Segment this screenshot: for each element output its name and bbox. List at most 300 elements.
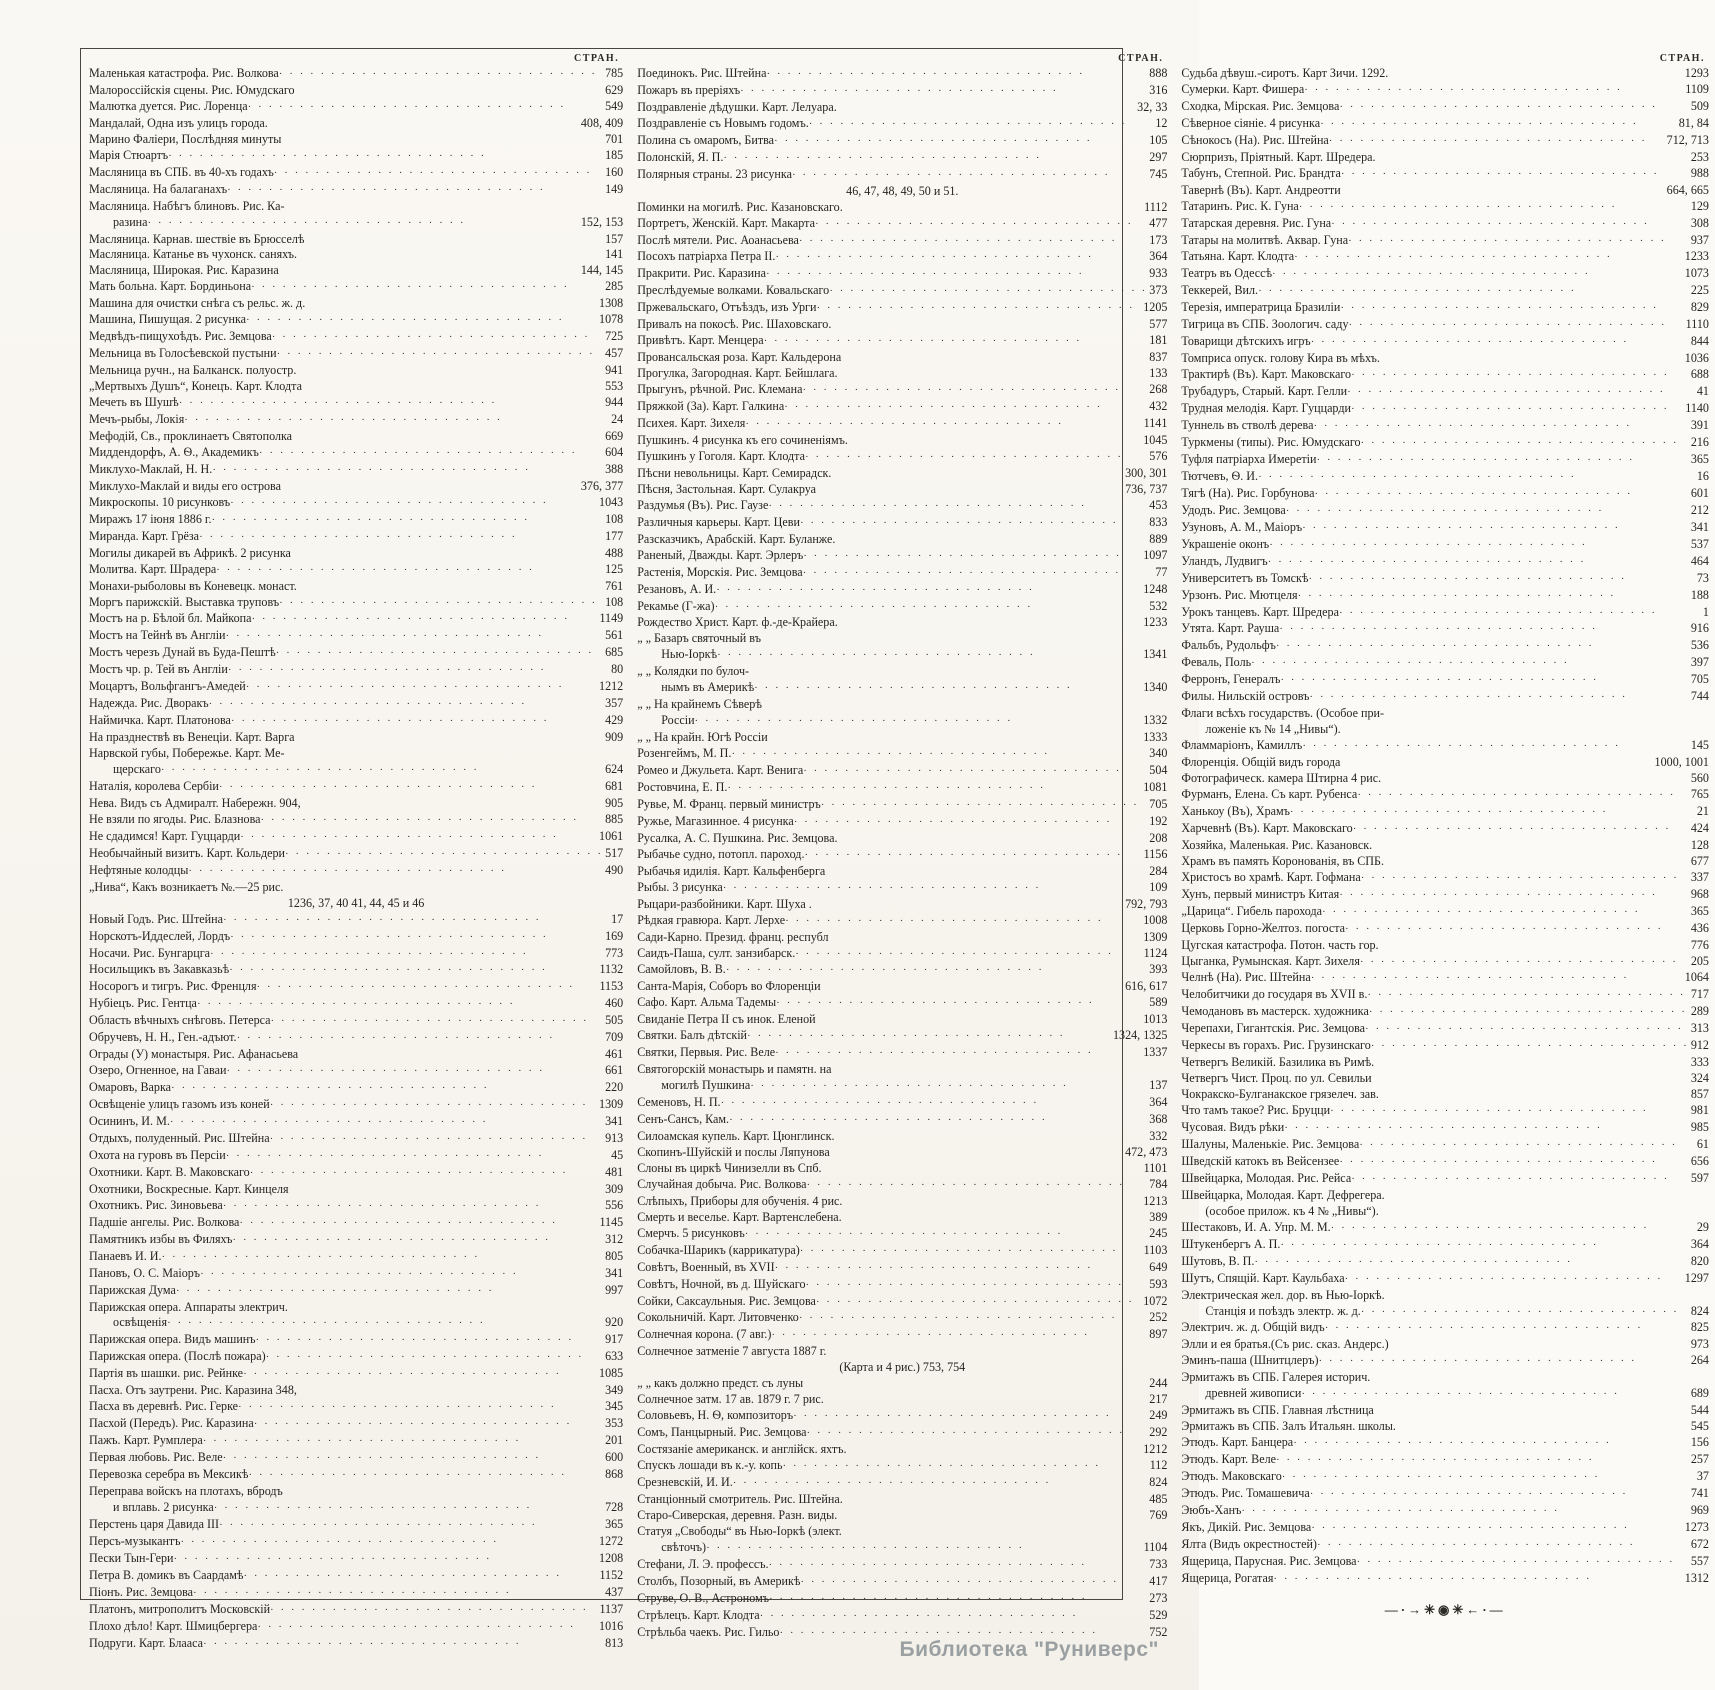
index-entry (637, 930, 1167, 946)
entry-title: Новый Годъ. Рис. Штейна (89, 911, 223, 926)
entry-page-number: 744 (1690, 689, 1709, 704)
dot-leader (285, 847, 603, 863)
entry-title: Чемодановъ въ мастерск. художника (1181, 1004, 1369, 1019)
entry-title: Черепахи, Гигантскія. Рис. Земцова (1181, 1021, 1366, 1036)
index-entry (89, 595, 623, 612)
entry-title: Миклухо-Маклай и виды его острова (89, 478, 281, 493)
entry-title: Малютка дуется. Рис. Лоренца (89, 98, 248, 113)
dot-leader (785, 914, 1141, 930)
entry-page-number: 408, 409 (580, 115, 624, 130)
entry-page-number: 504 (1149, 763, 1168, 778)
entry-title: Сафо. Карт. Альма Тадемы (637, 995, 777, 1010)
index-entry (637, 647, 1167, 664)
entry-title: Норскотъ-Иддеслей, Лордъ (89, 928, 231, 943)
entry-title: Сади-Карно. Презид. франц. республ (637, 929, 829, 944)
entry-title: Марино Фаліери, Послѣдняя минуты (89, 131, 282, 146)
entry-page-number: 837 (1149, 350, 1168, 365)
entry-title: Поздравленіе съ Новымъ годомъ. (637, 115, 809, 130)
entry-title: Пржевальскаго, Отъѣздъ, изъ Урги (637, 300, 817, 315)
entry-title: Персъ-музыкантъ (89, 1533, 181, 1548)
entry-title: Носильщикъ въ Закавказьѣ (89, 962, 230, 977)
entry-title: щерскаго (113, 762, 161, 777)
index-entry (1181, 418, 1709, 435)
index-entry (637, 66, 1167, 83)
index-entry (89, 1080, 623, 1097)
entry-title: Скопинъ-Шуйскій и послы Ляпунова (637, 1144, 830, 1159)
entry-page-number: 41 (1696, 384, 1709, 399)
entry-page-number: 669 (605, 428, 624, 443)
dot-leader (251, 612, 597, 628)
index-entry (637, 416, 1167, 433)
dot-leader (800, 516, 1147, 532)
index-entry (89, 1182, 623, 1198)
index-entry (89, 1232, 623, 1249)
entry-page-number: 128 (1690, 837, 1709, 852)
entry-page-number: 368 (1149, 1112, 1168, 1127)
index-column-2 (629, 49, 1173, 1639)
dot-leader (167, 1316, 603, 1332)
dot-leader (176, 1284, 603, 1300)
dot-leader (1299, 200, 1689, 216)
index-entries (89, 66, 623, 1653)
dot-leader (199, 530, 603, 546)
entry-page-number: 1073 (1684, 266, 1709, 281)
entry-page-number: 488 (605, 545, 624, 560)
dot-leader (184, 413, 609, 429)
entry-title: Слѣпыхъ, Приборы для обученія. 4 рис. (637, 1193, 843, 1208)
dot-leader (1272, 267, 1683, 283)
entry-title: Пасхой (Передъ). Рис. Каразина (89, 1416, 254, 1431)
entry-title: Ханькоу (Въ), Храмъ (1181, 803, 1290, 818)
dot-leader (226, 1064, 603, 1080)
index-entry (637, 1392, 1167, 1408)
entry-title: Рыцари-разбойники. Карт. Шуха . (637, 896, 812, 911)
dot-leader (1276, 1453, 1689, 1469)
dot-leader (800, 1244, 1142, 1260)
index-entry (637, 1177, 1167, 1194)
dot-leader (200, 1267, 603, 1283)
entry-title: Парижская Дума (89, 1282, 176, 1297)
dot-leader (1308, 572, 1694, 588)
entry-title: Портретъ, Женскій. Карт. Макарта (637, 215, 815, 230)
entry-title: Поздравленіе дѣдушки. Карт. Лелуара. (637, 99, 837, 114)
dot-leader (1276, 639, 1689, 655)
dot-leader (721, 1096, 1148, 1112)
dot-leader (1269, 538, 1689, 554)
entry-page-number: 333 (1690, 1055, 1709, 1070)
index-entry (89, 846, 623, 863)
entry-page-number: 188 (1690, 587, 1709, 602)
index-entry (89, 880, 623, 896)
entry-title: Тавернѣ (Въ). Карт. Андреотти (1181, 182, 1341, 197)
dot-leader (248, 100, 603, 116)
entry-title: Удодъ. Рис. Земцова (1181, 502, 1286, 517)
index-entry (1181, 921, 1709, 938)
index-entry (637, 864, 1167, 880)
entry-title: Штукенбергъ А. П. (1181, 1236, 1281, 1251)
index-entry (637, 515, 1167, 532)
dot-leader (1293, 1436, 1689, 1452)
entry-page-number: 73 (1696, 570, 1709, 585)
dot-leader (1241, 1504, 1688, 1520)
entry-title: Этюдъ. Карт. Банцера (1181, 1435, 1294, 1450)
dot-leader (766, 267, 1147, 283)
index-entry (637, 680, 1167, 697)
index-entry (89, 1416, 623, 1433)
entry-title: Масляница. На балаганахъ (89, 181, 228, 196)
dot-leader (228, 663, 609, 679)
index-entry (637, 333, 1167, 350)
entry-page-number: 824 (1149, 1475, 1168, 1490)
entry-page-number: 32, 33 (1137, 99, 1168, 114)
index-entry (637, 1425, 1167, 1442)
index-entry (1181, 672, 1709, 689)
entry-title: Освѣщеніе улицъ газомъ изъ коней (89, 1097, 270, 1112)
entry-page-number: 457 (605, 346, 624, 361)
entry-page-number: 1103 (1143, 1242, 1168, 1257)
entry-title: Солнечная корона. (7 авг.) (637, 1327, 772, 1342)
index-entry (1181, 1452, 1709, 1469)
index-entry (1181, 1503, 1709, 1520)
entry-page-number: 1341 (1143, 647, 1168, 662)
dot-leader (1361, 871, 1689, 887)
entry-title: Трактирѣ (Въ). Карт. Маковскаго (1181, 367, 1352, 382)
entry-page-number: 1337 (1143, 1045, 1168, 1060)
entry-page-number: 1112 (1144, 199, 1168, 214)
index-entry (1181, 1021, 1709, 1038)
dot-leader (1351, 368, 1689, 384)
dot-leader (276, 646, 603, 662)
entry-page-number: 245 (1149, 1225, 1168, 1240)
entry-page-number: 388 (605, 461, 624, 476)
entry-title: Святки. Балъ дѣтскій (637, 1028, 748, 1043)
entry-title: Товарищи дѣтскихъ игръ (1181, 334, 1311, 349)
entry-page-number: 353 (605, 1416, 624, 1431)
entry-title: Масляница. Карнав. шествіе въ Брюсселѣ (89, 231, 305, 246)
entry-title: Слоны въ циркѣ Чинизелли въ Спб. (637, 1160, 822, 1175)
index-entry (89, 1619, 623, 1636)
entry-title: Уландъ, Лудвигъ (1181, 553, 1268, 568)
entry-page-number: 340 (1149, 746, 1168, 761)
index-entry (1181, 1204, 1709, 1220)
index-entry (637, 1310, 1167, 1327)
entry-title: Станція и поѣздъ электр. ж. д. (1205, 1303, 1361, 1318)
entry-title: ложеніе къ № 14 „Нивы“). (1205, 722, 1341, 737)
dot-leader (227, 183, 603, 199)
entry-page-number: 969 (1690, 1502, 1709, 1517)
index-entry (89, 165, 623, 182)
entry-title: Мефодій, Св., проклинаетъ Святополка (89, 428, 293, 443)
index-entry (637, 350, 1167, 366)
entry-title: Миддендорфъ, А. Ѳ., Академикъ (89, 444, 259, 459)
index-entry (1181, 1071, 1709, 1087)
entry-page-number: 1043 (599, 494, 624, 509)
entry-page-number: 1078 (599, 312, 624, 327)
entry-page-number: 133 (1149, 366, 1168, 381)
dot-leader (1282, 1470, 1695, 1486)
entry-title: Нубіецъ. Рис. Гентца (89, 996, 197, 1011)
entry-page-number: 160 (605, 164, 624, 179)
entry-title: могилѣ Пушкина (661, 1078, 751, 1093)
index-entry (89, 263, 623, 279)
entry-page-number: 745 (1149, 166, 1168, 181)
entry-page-number: 1000, 1001 (1654, 755, 1709, 770)
entry-title: Шалуны, Маленькіе. Рис. Земцова (1181, 1137, 1360, 1151)
entry-page-number: 601 (1690, 485, 1709, 500)
dot-leader (723, 881, 1148, 897)
entry-title: Узуновъ, А. М., Маіоръ (1181, 519, 1303, 534)
entry-page-number: 424 (1690, 820, 1709, 835)
index-entry (637, 249, 1167, 266)
entry-title: Охотники. Карт. В. Маковскаго (89, 1164, 250, 1179)
entry-title: Монахи-рыболовы въ Коневецк. монаст. (89, 578, 297, 593)
entry-title: Перстень царя Давида III (89, 1516, 220, 1531)
index-entry (1181, 317, 1709, 334)
dot-leader (805, 450, 1147, 466)
index-entry (637, 1360, 1167, 1376)
dot-leader (815, 217, 1147, 233)
index-entry (1181, 1188, 1709, 1204)
entry-title: Привалъ на покосѣ. Рис. Шаховскаго. (637, 317, 832, 332)
index-entry (89, 346, 623, 363)
index-entry (1181, 283, 1709, 300)
index-entry (89, 546, 623, 562)
entry-title: Пѣсни невольницы. Карт. Семирадск. (637, 465, 832, 480)
dot-leader (257, 1620, 597, 1636)
dot-leader (270, 1603, 597, 1619)
dot-leader (226, 629, 604, 645)
dot-leader (1361, 1305, 1689, 1321)
entry-title: Мельница ручн., на Балканск. полуостр. (89, 363, 297, 378)
index-entry (637, 565, 1167, 582)
entry-page-number: 1332 (1143, 713, 1168, 728)
dot-leader (1331, 1221, 1695, 1237)
dot-leader (1339, 100, 1688, 116)
index-entry (1181, 821, 1709, 838)
entry-page-number: 253 (1690, 149, 1709, 164)
entry-page-number: 557 (1690, 1553, 1709, 1568)
dot-leader (1313, 419, 1688, 435)
entry-page-number: 292 (1149, 1425, 1168, 1440)
entry-title: Пажъ. Карт. Румплера (89, 1433, 203, 1448)
dot-leader (745, 1227, 1148, 1243)
entry-title: Пасха въ деревнѣ. Рис. Герке (89, 1399, 239, 1414)
index-entry (89, 412, 623, 429)
dot-leader (1301, 1387, 1689, 1403)
index-entry (89, 1500, 623, 1517)
entry-title: Семеновъ, Н. П. (637, 1095, 721, 1110)
dot-leader (794, 815, 1148, 831)
dot-leader (171, 1081, 603, 1097)
index-entry (1181, 1237, 1709, 1254)
dot-leader (769, 1592, 1147, 1608)
entry-title: Машина, Пишущая. 2 рисунка (89, 312, 247, 327)
entry-title: Масляница. Катанье въ чухонск. саняхъ. (89, 247, 298, 262)
index-entry (89, 1517, 623, 1534)
dot-leader (1317, 1538, 1689, 1554)
entry-page-number: 109 (1149, 879, 1168, 894)
index-entry (89, 1215, 623, 1232)
entry-title: Харчевнѣ (Въ). Карт. Маковскаго (1181, 820, 1353, 835)
entry-page-number: 173 (1149, 232, 1168, 247)
entry-page-number: 264 (1690, 1353, 1709, 1368)
dot-leader (754, 681, 1141, 697)
entry-page-number: 1248 (1143, 581, 1168, 596)
index-entry (1181, 351, 1709, 367)
entry-page-number: 705 (1149, 796, 1168, 811)
index-entry (89, 863, 623, 880)
entry-page-number: 741 (1690, 1486, 1709, 1501)
index-entry (637, 1557, 1167, 1574)
entry-page-number: 185 (605, 147, 624, 162)
entry-title: Микроскопы. 10 рисунковъ (89, 494, 231, 509)
entry-title: Пушкинъ у Гоголя. Карт. Клодта (637, 448, 805, 463)
entry-title: Омаровъ, Варка (89, 1080, 172, 1095)
entry-title: Необычайный визитъ. Карт. Кольдери (89, 845, 285, 860)
index-entry (1181, 1271, 1709, 1288)
entry-page-number: 192 (1149, 813, 1168, 828)
entry-title: Сходка, Мірская. Рис. Земцова (1181, 98, 1340, 113)
index-entry (89, 1283, 623, 1300)
entry-page-number: 105 (1149, 132, 1168, 147)
entry-title: Петра В. домикъ въ Саардамѣ (89, 1567, 244, 1582)
dot-leader (1258, 284, 1689, 300)
entry-title: Струве, О. В., Астрономъ (637, 1590, 769, 1605)
dot-leader (1286, 504, 1689, 520)
entry-title: Ружье, Магазинное. 4 рисунка (637, 813, 794, 828)
entry-title: Татаринъ. Рис. К. Гуна (1181, 198, 1299, 213)
entry-page-number: 157 (605, 231, 624, 246)
dot-leader (240, 830, 597, 846)
index-entry (1181, 655, 1709, 672)
index-entry (89, 495, 623, 512)
index-entry (89, 1349, 623, 1366)
index-entry (637, 1408, 1167, 1425)
dot-leader (1302, 739, 1689, 755)
index-entry (637, 780, 1167, 797)
entry-page-number: 1013 (1143, 1012, 1168, 1027)
entry-title: Спускъ лошади въ к.-у. копь (637, 1458, 783, 1473)
dot-leader (257, 980, 598, 996)
entry-title: Теккерей, Вил. (1181, 283, 1259, 298)
dot-leader (1347, 385, 1695, 401)
entry-page-number: 833 (1149, 514, 1168, 529)
index-entry (1181, 249, 1709, 266)
index-entry (1181, 82, 1709, 99)
entry-title: Наймичка. Карт. Платонова (89, 713, 231, 728)
entry-page-number: 509 (1690, 98, 1709, 113)
entry-title: Черкесы въ горахъ. Рис. Грузинскаго (1181, 1038, 1371, 1053)
entry-page-number: 549 (605, 98, 624, 113)
entry-page-number: 397 (1690, 655, 1709, 670)
dot-leader (1314, 487, 1688, 503)
entry-page-number: 152, 153 (580, 214, 624, 229)
index-column-3 (1173, 49, 1715, 1617)
entry-title: Мать больна. Карт. Бординьона (89, 279, 252, 294)
index-entry (89, 1450, 623, 1467)
entry-page-number: 1233 (1143, 615, 1168, 630)
dot-leader (715, 600, 1148, 616)
dot-leader (1254, 1255, 1688, 1271)
entry-page-number: 776 (1690, 937, 1709, 952)
index-entry (89, 132, 623, 148)
entry-title: Элли и ея братья.(Съ рис. сказ. Андерс.) (1181, 1337, 1389, 1352)
index-entry (89, 662, 623, 679)
entry-page-number: 1110 (1685, 317, 1709, 332)
dot-leader (1339, 606, 1701, 622)
entry-page-number: 357 (605, 696, 624, 711)
entry-page-number: 17 (611, 911, 624, 926)
dot-leader (231, 714, 603, 730)
entry-title: Пановъ, О. С. Маіоръ (89, 1265, 201, 1280)
index-entry (89, 562, 623, 579)
entry-page-number: 736, 737 (1125, 481, 1168, 496)
entry-title: Моргъ парижскій. Выставка труповъ (89, 594, 280, 609)
entry-page-number: 112 (1149, 1458, 1168, 1473)
entry-title: Цугская катастрофа. Потон. часть гор. (1181, 937, 1379, 952)
entry-page-number: 297 (1149, 149, 1168, 164)
entry-title: Совѣтъ, Ночной, въ д. Шуйскаго (637, 1276, 806, 1291)
entry-page-number: 701 (605, 131, 624, 146)
entry-title: Медвѣдъ-пищухоѣдъ. Рис. Земцова (89, 329, 272, 344)
dot-leader (1357, 788, 1689, 804)
entry-title: Пушкинъ. 4 рисунка къ его сочиненіямъ. (637, 432, 848, 447)
entry-page-number: 1081 (1143, 779, 1168, 794)
index-entry (1181, 233, 1709, 250)
entry-title: освѣщенія (113, 1315, 168, 1330)
entry-page-number: 125 (605, 561, 624, 576)
entry-title: Цыганка, Румынская. Карт. Зихеля (1181, 953, 1360, 968)
entry-page-number: 941 (605, 363, 624, 378)
index-entry (637, 266, 1167, 283)
entry-title: Санта-Марія, Соборъ во Флоренціи (637, 979, 821, 994)
entry-title: Стефани, Л. Э. профессъ. (637, 1556, 769, 1571)
dot-leader (230, 496, 597, 512)
entry-title: Эрмитажъ въ СПБ. Залъ Итальян. школы. (1181, 1419, 1396, 1434)
entry-page-number: 761 (605, 578, 624, 593)
index-entry (89, 730, 623, 746)
entry-title: Солнечное затменіе 7 августа 1887 г. (637, 1344, 827, 1359)
index-entry (1181, 486, 1709, 503)
entry-title: Пески Тын-Гери (89, 1550, 174, 1565)
index-entry (1181, 1554, 1709, 1571)
dot-leader (747, 1029, 1111, 1045)
index-entry (637, 317, 1167, 333)
dot-leader (219, 1518, 603, 1534)
entry-page-number: 1212 (599, 679, 624, 694)
entry-page-number: 820 (1690, 1253, 1709, 1268)
entry-page-number: 149 (605, 181, 624, 196)
entry-title: Нью-Іоркѣ (661, 647, 718, 662)
entry-title: Носачи. Рис. Бунгарцга (89, 945, 211, 960)
entry-page-number: 1312 (1684, 1570, 1709, 1585)
entry-title: Ящерица, Парусная. Рис. Земцова (1181, 1553, 1357, 1568)
dot-leader (270, 1098, 597, 1114)
entry-page-number: 728 (605, 1499, 624, 1514)
dot-leader (1351, 1172, 1689, 1188)
column-header: СТРАН. (1659, 53, 1705, 64)
dot-leader (243, 1367, 597, 1383)
entry-page-number: 1137 (599, 1601, 624, 1616)
dot-leader (1290, 805, 1695, 821)
index-entry (637, 797, 1167, 814)
entry-page-number: 769 (1149, 1507, 1168, 1522)
entry-page-number: 624 (605, 762, 624, 777)
index-entry (89, 279, 623, 296)
index-entry (1181, 1320, 1709, 1337)
entry-page-number: 345 (605, 1399, 624, 1414)
index-entry (89, 696, 623, 713)
